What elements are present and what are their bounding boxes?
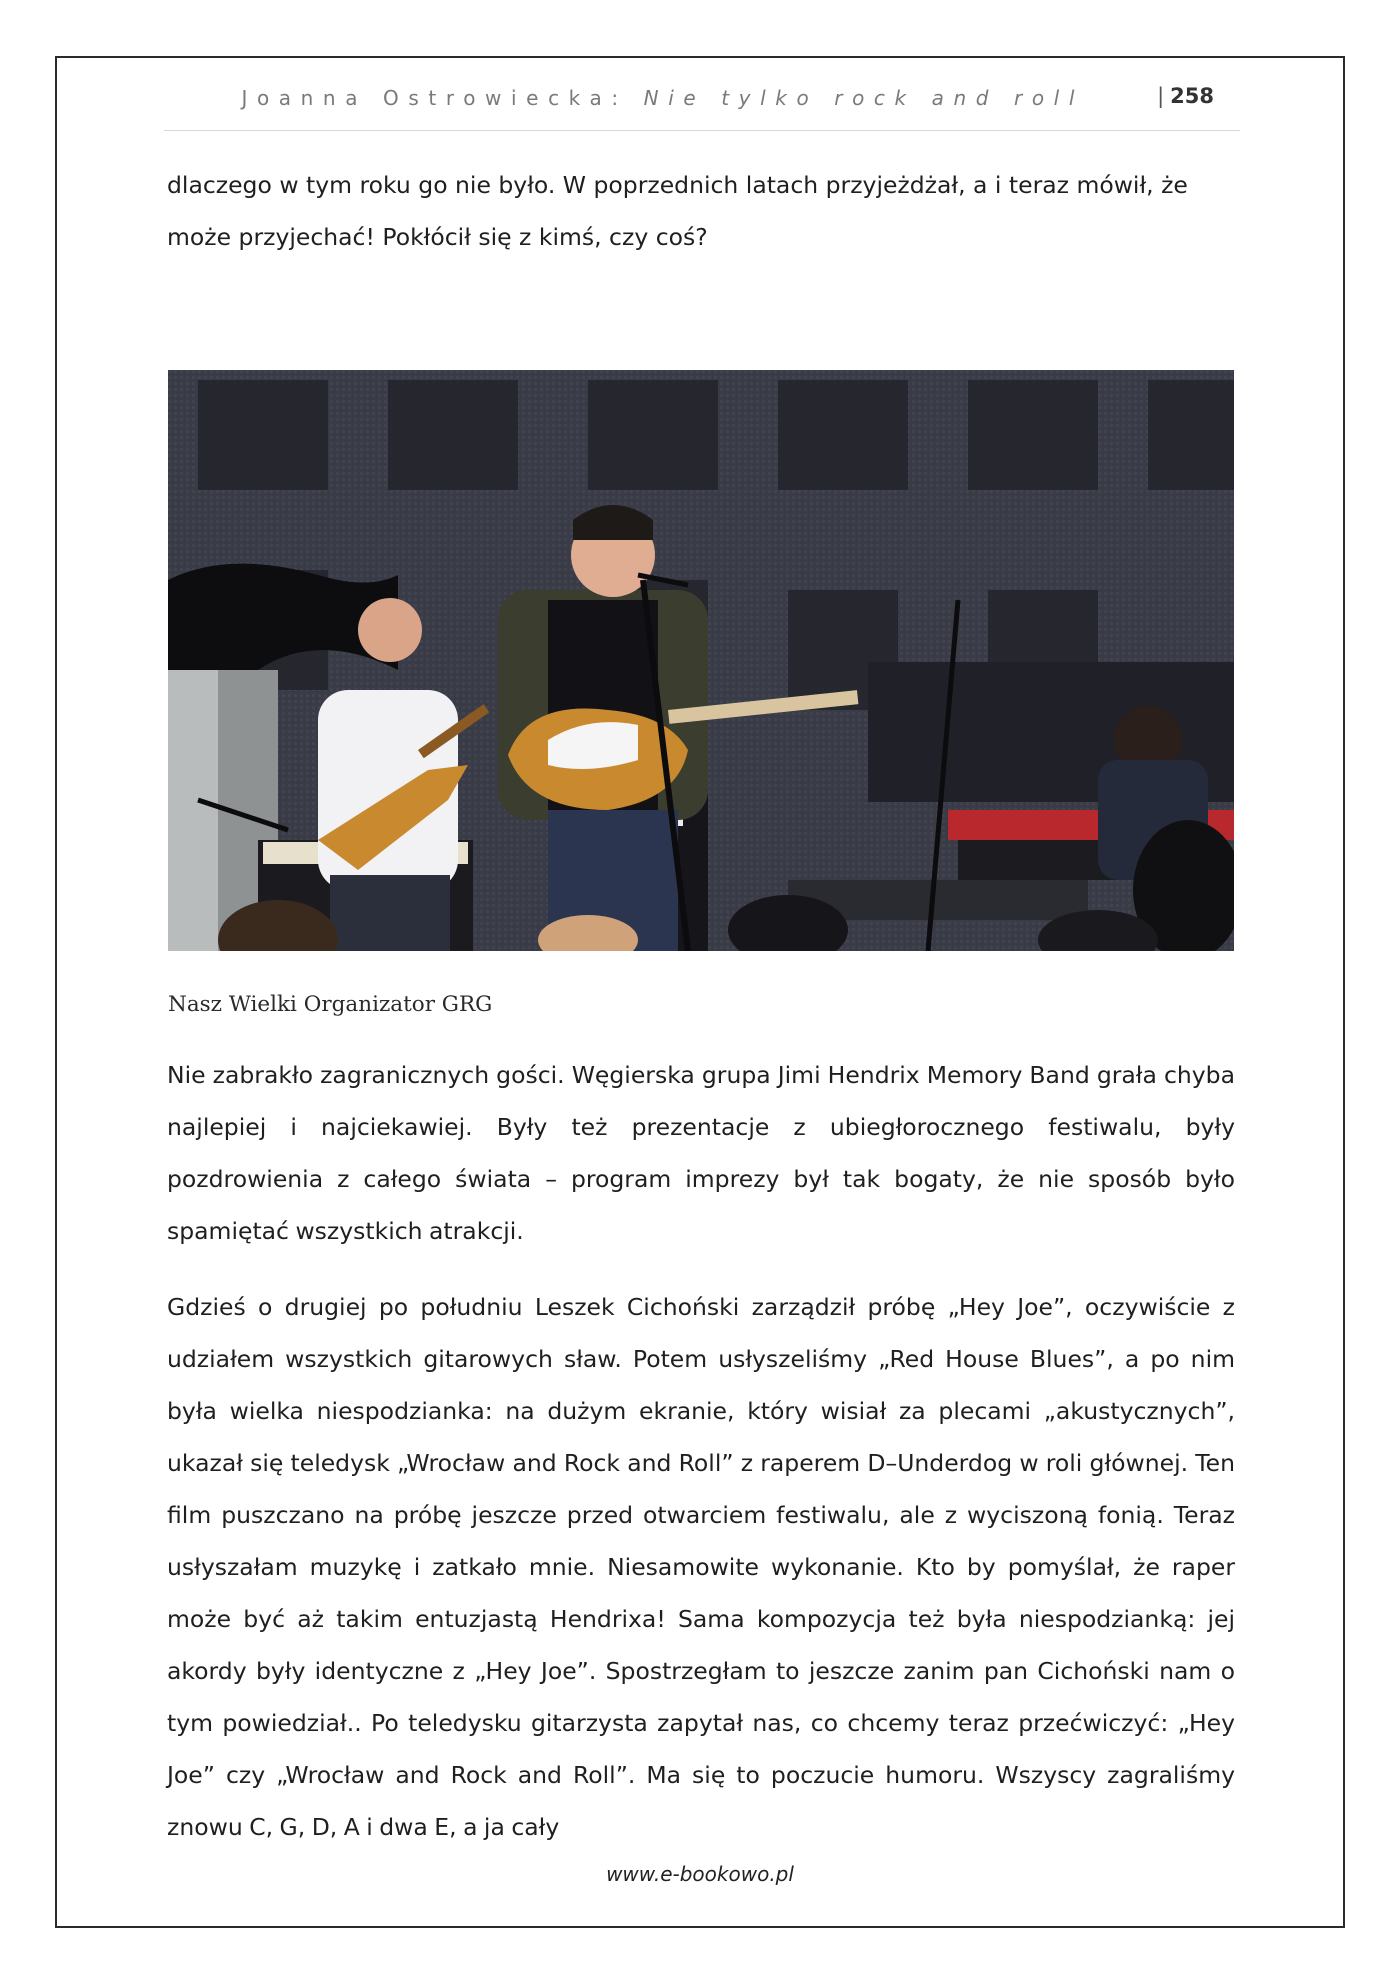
page-number: | 258 [1157, 84, 1214, 108]
concert-photo [168, 370, 1234, 951]
photo-caption: Nasz Wielki Organizator GRG [168, 992, 493, 1017]
running-header [164, 84, 1240, 131]
paragraph-foreign-guests: Nie zabrakło zagranicznych gości. Węgierska grupa Jimi Hendrix Memory Band grała chyba najlepiej i najciekawiej. Były też prezentacje z ubiegłorocznego festiwalu, były pozdrowienia z całego świata – program imprezy był tak bogaty, że nie sposób było spamiętać wszystkich atrakcji. [167, 1061, 1235, 1245]
header-book-title: Nie tylko rock and roll [643, 86, 1084, 110]
paragraph-continued: dlaczego w tym roku go nie było. W poprzednich latach przyjeżdżał, a i teraz mówił, że może przyjechać! Pokłócił się z kimś, czy coś? [167, 171, 1188, 251]
paragraph-hey-joe: Gdzieś o drugiej po południu Leszek Cichoński zarządził próbę „Hey Joe”, oczywiście z udziałem wszystkich gitarowych sław. Potem usłyszeliśmy „Red House Blues”, a po nim była wielka niespodzianka: na dużym ekranie, który wisiał za plecami „akustycznych”, ukazał się teledysk „Wrocław and Rock and Roll” z raperem D–Underdog w roli głównej. Ten film puszczano na próbę jeszcze przed otwarciem festiwalu, ale z wyciszoną fonią. Teraz usłyszałam muzykę i zatkało mnie. Niesamowite wykonanie. Kto by pomyślał, że raper może być aż takim entuzjastą Hendrixa! Sama kompozycja też była niespodzianką: jej akordy były identyczne z „Hey Joe”. Spostrzegłam to jeszcze zanim pan Cichoński nam o tym powiedział.. Po teledysku gitarzysta zapytał nas, co chcemy teraz przećwiczyć: „Hey Joe” czy „Wrocław and Rock and Roll”. Ma się to poczucie humoru. Wszyscy zagraliśmy znowu C, G, D, A i dwa E, a ja cały [167, 1293, 1235, 1841]
footer-url: www.e-bookowo.pl [606, 1862, 794, 1886]
header-title [241, 86, 1084, 110]
header-author: Joanna Ostrowiecka: [241, 86, 644, 110]
concert-photo-image [168, 370, 1234, 951]
